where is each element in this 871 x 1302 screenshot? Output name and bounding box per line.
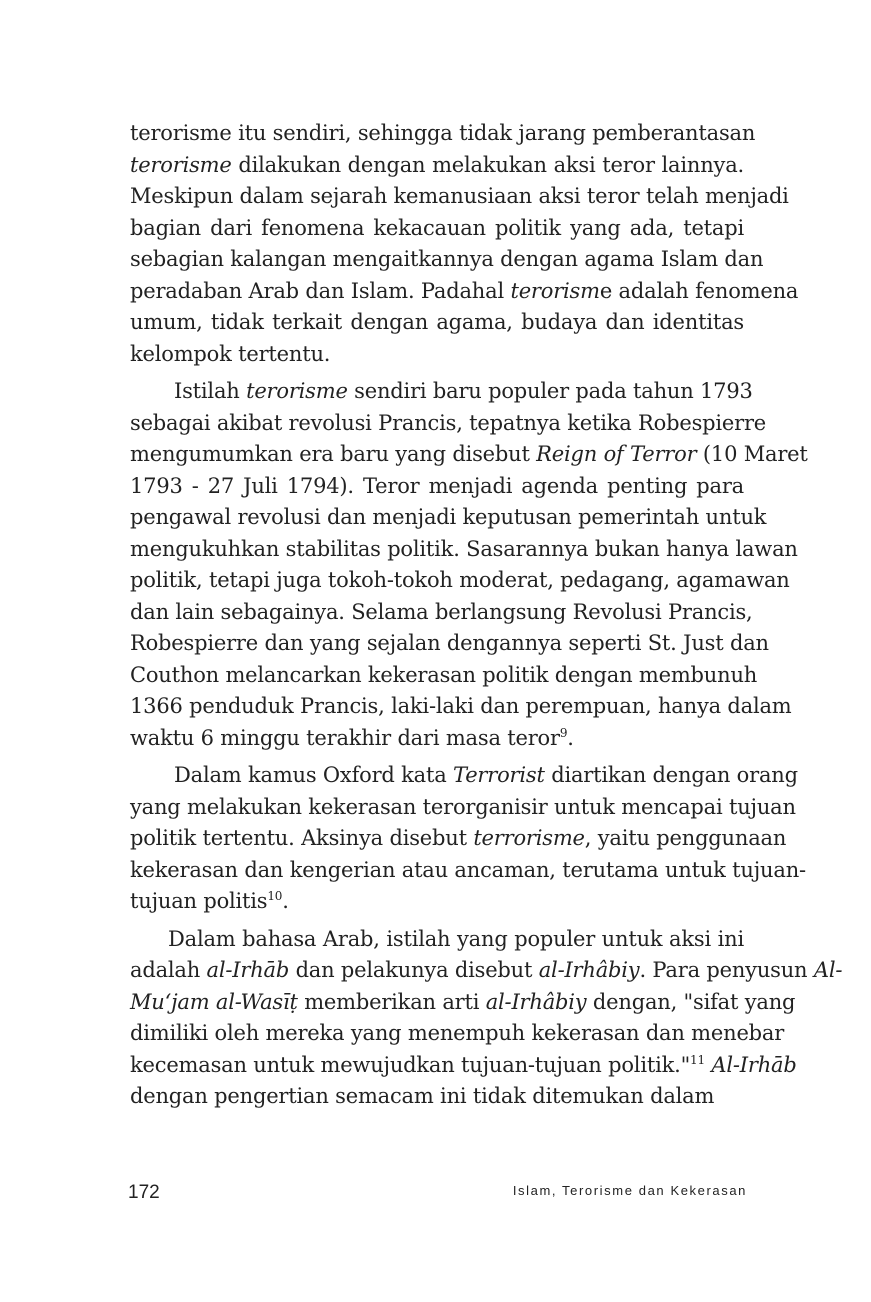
text-line — [130, 660, 758, 692]
paragraph — [130, 376, 808, 754]
text-run: dimiliki oleh mereka yang menempuh kekerasan dan menebar — [130, 1021, 785, 1045]
text-run: kelompok tertentu. — [130, 341, 331, 366]
text-line — [130, 471, 744, 503]
italic-term: Reign of Terror — [536, 442, 697, 466]
text-run: . Para penyusun — [639, 958, 814, 982]
text-line — [130, 760, 798, 792]
italic-term: terorism — [510, 278, 600, 303]
text-run: terorisme itu sendiri, sehingga tidak jarang pemberantasan — [130, 121, 756, 145]
text-run: Istilah — [174, 379, 247, 403]
text-line — [130, 955, 843, 987]
text-run: 1366 penduduk Prancis, laki-laki dan perempuan, hanya dalam — [130, 694, 792, 718]
text-run: sendiri baru populer pada tahun 1793 — [347, 379, 753, 403]
text-run: tujuan politis — [130, 889, 268, 913]
italic-term: Mu‘jam al-Wasīṭ — [130, 989, 298, 1014]
text-run: Robespierre dan yang sejalan dengannya seperti St. Just dan — [130, 631, 769, 655]
text-run: kekerasan dan kengerian atau ancaman, terutama untuk tujuan- — [130, 857, 806, 882]
italic-term: al-Irhāb — [206, 958, 290, 982]
text-line — [130, 118, 756, 150]
text-run: umum, tidak terkait dengan agama, budaya dan identitas — [130, 310, 744, 334]
italic-term: al-Irhâbiy — [538, 958, 640, 982]
text-line — [130, 924, 744, 956]
text-line — [130, 244, 764, 276]
text-line — [130, 439, 808, 471]
text-run: Dalam bahasa Arab, istilah yang populer untuk aksi ini — [168, 926, 744, 951]
text-run: (10 Maret — [696, 442, 808, 466]
text-run: dengan, "sifat yang — [586, 989, 796, 1014]
paragraph — [130, 924, 843, 1113]
paragraph — [130, 760, 806, 918]
text-run: dan pelakunya disebut — [289, 958, 539, 982]
text-run: Dalam kamus Oxford kata — [174, 763, 454, 787]
text-run: bagian dari fenomena kekacauan politik yang ada, tetapi — [130, 215, 744, 240]
text-run: Couthon melancarkan kekerasan politik dengan membunuh — [130, 662, 758, 687]
text-run: peradaban Arab dan Islam. Padahal — [130, 278, 511, 303]
text-line — [130, 502, 767, 534]
text-run: adalah — [130, 958, 207, 982]
text-run: kecemasan untuk mewujudkan tujuan-tujuan politik." — [130, 1052, 691, 1077]
text-line — [130, 691, 792, 723]
text-run: dengan pengertian semacam ini tidak ditemukan dalam — [130, 1084, 715, 1108]
text-line — [130, 823, 787, 855]
text-run: e adalah fenomena — [599, 278, 799, 303]
text-run: mengukuhkan stabilitas politik. Sasarannya bukan hanya lawan — [130, 536, 798, 561]
text-line — [130, 987, 796, 1019]
text-line — [130, 181, 789, 213]
text-run: mengumumkan era baru yang disebut — [130, 442, 537, 466]
text-line — [130, 150, 744, 182]
text-line — [130, 1050, 797, 1082]
text-line — [130, 534, 798, 566]
footnote-ref: 9 — [559, 725, 568, 740]
text-line — [130, 276, 799, 308]
footnote-ref: 10 — [267, 889, 283, 903]
text-line — [130, 597, 753, 629]
text-run: politik tertentu. Aksinya disebut — [130, 826, 474, 850]
text-run: memberikan arti — [297, 989, 486, 1014]
text-line — [130, 565, 790, 597]
text-line — [130, 792, 796, 824]
text-run: sebagian kalangan mengaitkannya dengan agama Islam dan — [130, 247, 764, 271]
text-run: Meskipun dalam sejarah kemanusiaan aksi teror telah menjadi — [130, 184, 789, 208]
text-run: dilakukan dengan melakukan aksi teror lainnya. — [231, 152, 744, 177]
italic-term: Terrorist — [453, 763, 545, 787]
footnote-ref: 11 — [690, 1052, 705, 1067]
text-run: . — [567, 725, 574, 750]
italic-term: terrorisme — [473, 826, 585, 850]
page-number: 172 — [128, 1182, 160, 1203]
text-run: . — [282, 889, 289, 913]
body-text — [130, 118, 843, 1113]
text-run: 1793 - 27 Juli 1794). Teror menjadi agenda penting para — [130, 473, 744, 498]
text-line — [130, 339, 744, 371]
italic-term: terorisme — [130, 152, 232, 177]
text-line — [130, 408, 767, 440]
italic-term: terorisme — [246, 379, 348, 403]
text-run: politik, tetapi juga tokoh-tokoh moderat, pedagang, agamawan — [130, 568, 790, 592]
text-run: , yaitu penggunaan — [584, 826, 787, 850]
text-run: sebagai akibat revolusi Prancis, tepatnya ketika Robespierre — [130, 410, 767, 435]
paragraph — [130, 118, 799, 370]
text-run: pengawal revolusi dan menjadi keputusan pemerintah untuk — [130, 505, 767, 529]
italic-term: Al- — [813, 958, 843, 982]
text-line — [130, 1081, 744, 1113]
text-line — [130, 855, 806, 887]
text-run: waktu 6 minggu terakhir dari masa teror — [130, 725, 560, 750]
text-line — [130, 886, 744, 918]
text-line — [130, 628, 769, 660]
text-line — [130, 1018, 785, 1050]
text-run: diartikan dengan orang — [544, 763, 798, 787]
text-line — [130, 213, 744, 245]
text-run: yang melakukan kekerasan terorganisir untuk mencapai tujuan — [130, 794, 796, 819]
text-line — [130, 376, 753, 408]
running-footer-title: Islam, Terorisme dan Kekerasan — [512, 1183, 747, 1198]
text-line — [130, 307, 744, 339]
italic-term: al-Irhâbiy — [485, 989, 587, 1014]
text-line — [130, 723, 744, 755]
italic-term: Al-Irhāb — [711, 1052, 797, 1077]
text-run: dan lain sebagainya. Selama berlangsung Revolusi Prancis, — [130, 599, 753, 624]
